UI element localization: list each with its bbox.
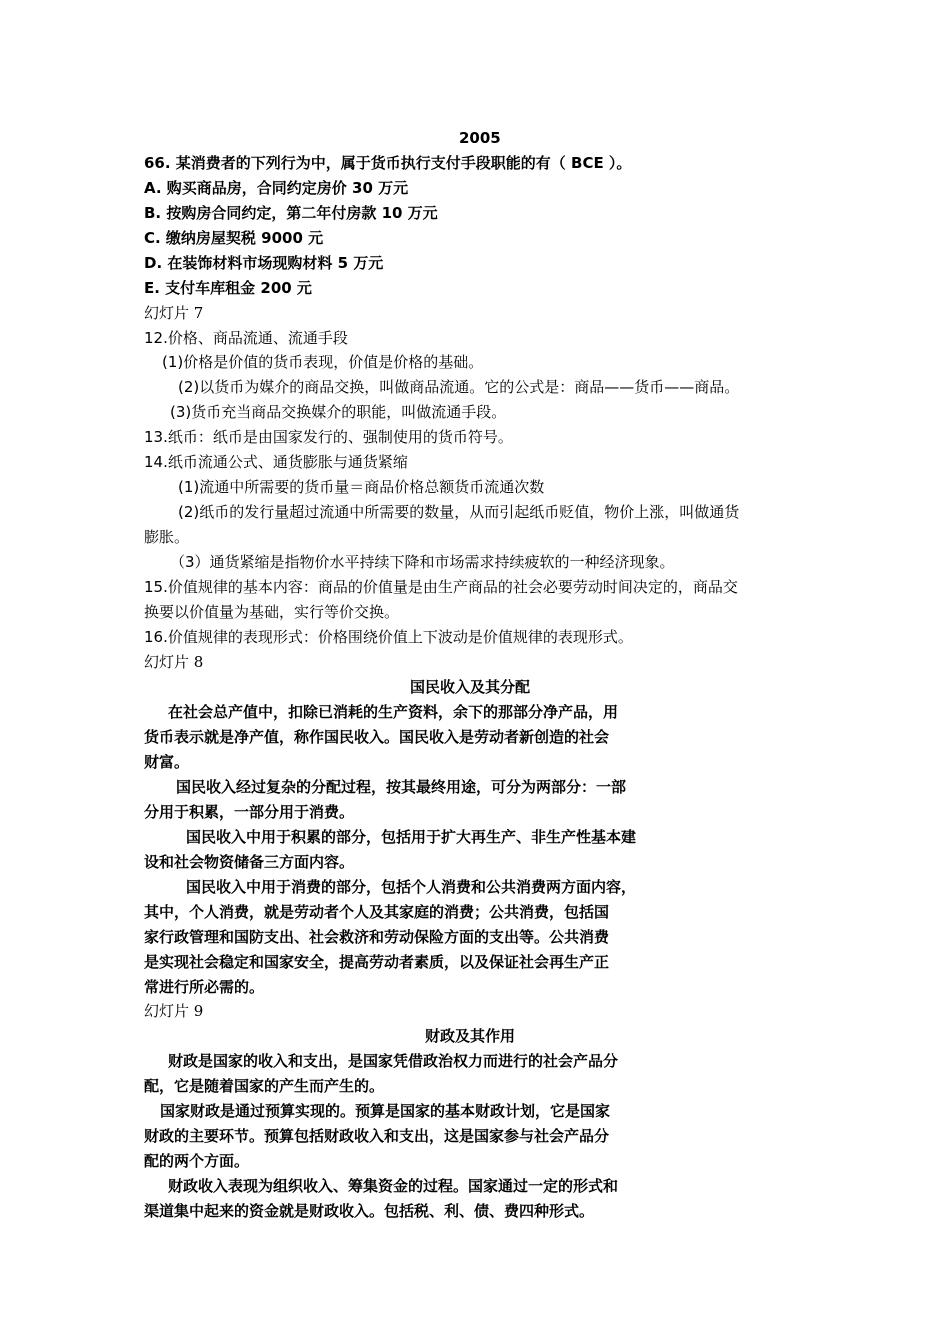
paragraph-line: 家行政管理和国防支出、社会救济和劳动保险方面的支出等。公共消费: [144, 928, 610, 946]
option-a: A. 购买商品房，合同约定房价 30 万元: [144, 179, 409, 197]
paragraph-line: 渠道集中起来的资金就是财政收入。包括税、利、债、费四种形式。: [144, 1202, 595, 1220]
paragraph-line: 是实现社会稳定和国家安全，提高劳动者素质，以及保证社会再生产正: [144, 953, 610, 971]
text-line: (3)货币充当商品交换媒介的职能，叫做流通手段。: [170, 403, 507, 421]
paragraph-line: 设和社会物资储备三方面内容。: [144, 853, 355, 871]
text-line: (1)价格是价值的货币表现，价值是价格的基础。: [162, 353, 484, 371]
paragraph-line: 配，它是随着国家的产生而产生的。: [144, 1077, 385, 1095]
text-line: 14.纸币流通公式、通货膨胀与通货紧缩: [144, 453, 408, 471]
slide-label: 幻灯片 8: [144, 653, 204, 671]
text-line: 换要以价值量为基础，实行等价交换。: [144, 603, 400, 621]
text-line: 12.价格、商品流通、流通手段: [144, 329, 348, 347]
slide-label: 幻灯片 7: [144, 304, 204, 322]
text-line: 13.纸币：纸币是由国家发行的、强制使用的货币符号。: [144, 428, 513, 446]
option-c: C. 缴纳房屋契税 9000 元: [144, 229, 324, 247]
paragraph-line: 财政收入表现为组织收入、筹集资金的过程。国家通过一定的形式和: [168, 1177, 619, 1195]
text-line: （3）通货紧缩是指物价水平持续下降和市场需求持续疲软的一种经济现象。: [170, 553, 675, 571]
paragraph-line: 其中，个人消费，就是劳动者个人及其家庭的消费；公共消费，包括国: [144, 903, 610, 921]
paragraph-line: 财政的主要环节。预算包括财政收入和支出，这是国家参与社会产品分: [144, 1127, 610, 1145]
paragraph-line: 国民收入中用于消费的部分，包括个人消费和公共消费两方面内容，: [186, 878, 637, 896]
paragraph-line: 国民收入中用于积累的部分，包括用于扩大再生产、非生产性基本建: [186, 828, 637, 846]
paragraph-line: 国家财政是通过预算实现的。预算是国家的基本财政计划，它是国家: [160, 1102, 611, 1120]
text-line: (2)纸币的发行量超过流通中所需要的数量，从而引起纸币贬值，物价上涨，叫做通货: [178, 503, 740, 521]
text-line: 15.价值规律的基本内容：商品的价值量是由生产商品的社会必要劳动时间决定的，商品交: [144, 578, 738, 596]
paragraph-line: 国民收入经过复杂的分配过程，按其最终用途，可分为两部分：一部: [176, 778, 627, 796]
option-b: B. 按购房合同约定，第二年付房款 10 万元: [144, 204, 438, 222]
slide-label: 幻灯片 9: [144, 1002, 204, 1020]
option-e: E. 支付车库租金 200 元: [144, 279, 312, 297]
text-line: 16.价值规律的表现形式：价格围绕价值上下波动是价值规律的表现形式。: [144, 628, 633, 646]
text-line: (2)以货币为媒介的商品交换，叫做商品流通。它的公式是：商品——货币——商品。: [178, 378, 740, 396]
paragraph-line: 在社会总产值中，扣除已消耗的生产资料，余下的那部分净产品，用: [168, 703, 619, 721]
paragraph-line: 分用于积累，一部分用于消费。: [144, 803, 355, 821]
paragraph-line: 货币表示就是净产值，称作国民收入。国民收入是劳动者新创造的社会: [144, 728, 610, 746]
paragraph-line: 常进行所必需的。: [144, 978, 265, 996]
paragraph-line: 配的两个方面。: [144, 1152, 250, 1170]
year-heading: 2005: [459, 129, 501, 147]
text-line: (1)流通中所需要的货币量＝商品价格总额货币流通次数: [178, 478, 545, 496]
question-stem: 66. 某消费者的下列行为中，属于货币执行支付手段职能的有（ BCE ）。: [144, 154, 632, 172]
text-line: 膨胀。: [144, 528, 190, 546]
paragraph-line: 财富。: [144, 753, 190, 771]
option-d: D. 在装饰材料市场现购材料 5 万元: [144, 254, 384, 272]
section-title: 财政及其作用: [425, 1027, 516, 1045]
section-title: 国民收入及其分配: [410, 678, 531, 696]
paragraph-line: 财政是国家的收入和支出，是国家凭借政治权力而进行的社会产品分: [168, 1052, 619, 1070]
